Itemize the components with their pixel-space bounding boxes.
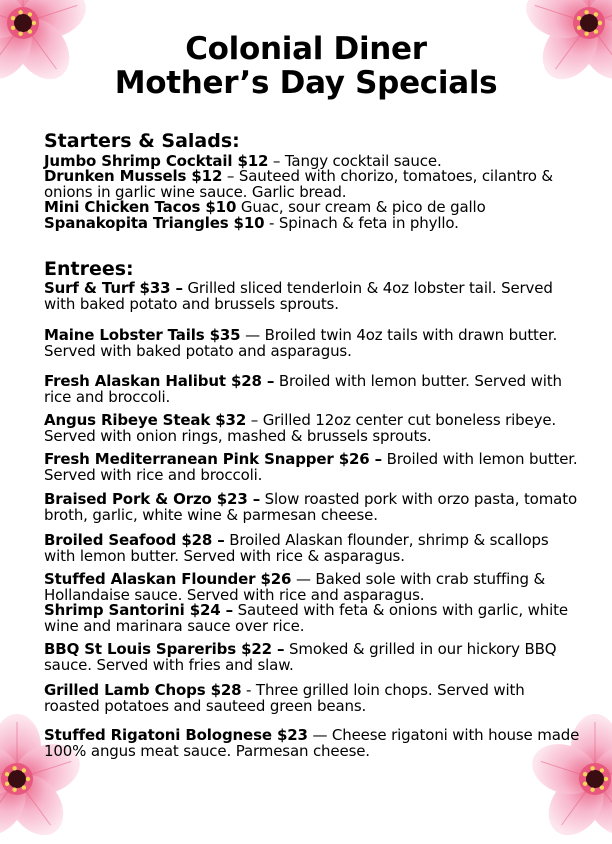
menu-item — [44, 572, 584, 603]
menu-item-description: Smoked & grilled in our hickory BBQ sauce. Served with fries and slaw. — [44, 640, 557, 674]
menu-item-description: Sauteed with feta & onions with garlic, white wine and marinara sauce over rice. — [44, 601, 568, 635]
page-title: Colonial Diner — [185, 31, 427, 67]
menu-item-description: - Spinach & feta in phyllo. — [264, 214, 459, 232]
menu-item-description: - Three grilled loin chops. Served with roasted potatoes and sauteed green beans. — [44, 681, 525, 715]
menu-item — [44, 413, 584, 444]
menu-item — [44, 452, 584, 483]
menu-item-name: Surf & Turf $33 – — [44, 279, 183, 297]
menu-item-name: Spanakopita Triangles $10 — [44, 214, 265, 232]
menu-item-description: Slow roasted pork with orzo pasta, tomato broth, garlic, white wine & parmesan cheese. — [44, 490, 577, 524]
page-subtitle: Mother’s Day Specials — [114, 65, 498, 101]
section-heading-entrees: Entrees: — [44, 258, 134, 280]
section-heading-starters: Starters & Salads: — [44, 130, 240, 152]
menu-item-description: — Broiled twin 4oz tails with drawn butter. Served with baked potato and asparagus. — [44, 326, 558, 360]
menu-item-description: Broiled with lemon butter. Served with rice and broccoli. — [44, 372, 562, 406]
menu-item-description: – Tangy cocktail sauce. — [268, 152, 442, 170]
menu-item-description: Grilled sliced tenderloin & 4oz lobster tail. Served with baked potato and brussels sprouts. — [44, 279, 553, 313]
menu-item-name: Stuffed Alaskan Flounder $26 — [44, 570, 292, 588]
menu-item — [44, 642, 584, 673]
menu-item-name: Mini Chicken Tacos $10 — [44, 198, 237, 216]
menu-item — [44, 216, 584, 232]
menu-item-description: Broiled with lemon butter. Served with rice and broccoli. — [44, 450, 578, 484]
menu-item-name: Angus Ribeye Steak $32 — [44, 411, 247, 429]
menu-item-description: — Baked sole with crab stuffing & Hollandaise sauce. Served with rice and asparagus. — [44, 570, 546, 604]
menu-item — [44, 492, 584, 523]
menu-item-name: Fresh Alaskan Halibut $28 – — [44, 372, 275, 390]
menu-item-description: – Sauteed with chorizo, tomatoes, cilantro & onions in garlic wine sauce. Garlic bread. — [44, 167, 553, 201]
menu-item-description: — Cheese rigatoni with house made 100% angus meat sauce. Parmesan cheese. — [44, 726, 580, 760]
menu-item — [44, 533, 584, 564]
menu-item-name: Drunken Mussels $12 — [44, 167, 223, 185]
menu-item — [44, 603, 584, 634]
menu-item-name: Stuffed Rigatoni Bolognese $23 — [44, 726, 308, 744]
menu-item-name: Shrimp Santorini $24 – — [44, 601, 234, 619]
menu-item — [44, 728, 584, 759]
menu-item-name: Grilled Lamb Chops $28 — [44, 681, 242, 699]
menu-item-name: Fresh Mediterranean Pink Snapper $26 – — [44, 450, 383, 468]
menu-item-description: Guac, sour cream & pico de gallo — [236, 198, 486, 216]
menu-item-name: Jumbo Shrimp Cocktail $12 — [44, 152, 269, 170]
menu-item-name: BBQ St Louis Spareribs $22 – — [44, 640, 285, 658]
menu-item — [44, 281, 584, 312]
menu-item-description: Broiled Alaskan flounder, shrimp & scallops with lemon butter. Served with rice & asparagus. — [44, 531, 549, 565]
menu-item-name: Maine Lobster Tails $35 — [44, 326, 241, 344]
menu-item-name: Braised Pork & Orzo $23 – — [44, 490, 261, 508]
menu-item — [44, 169, 584, 200]
menu-item — [44, 683, 584, 714]
menu-item-description: – Grilled 12oz center cut boneless ribeye. Served with onion rings, mashed & brussels sprouts. — [44, 411, 557, 445]
menu-item — [44, 328, 584, 359]
menu-item-name: Broiled Seafood $28 – — [44, 531, 225, 549]
menu-item — [44, 374, 584, 405]
